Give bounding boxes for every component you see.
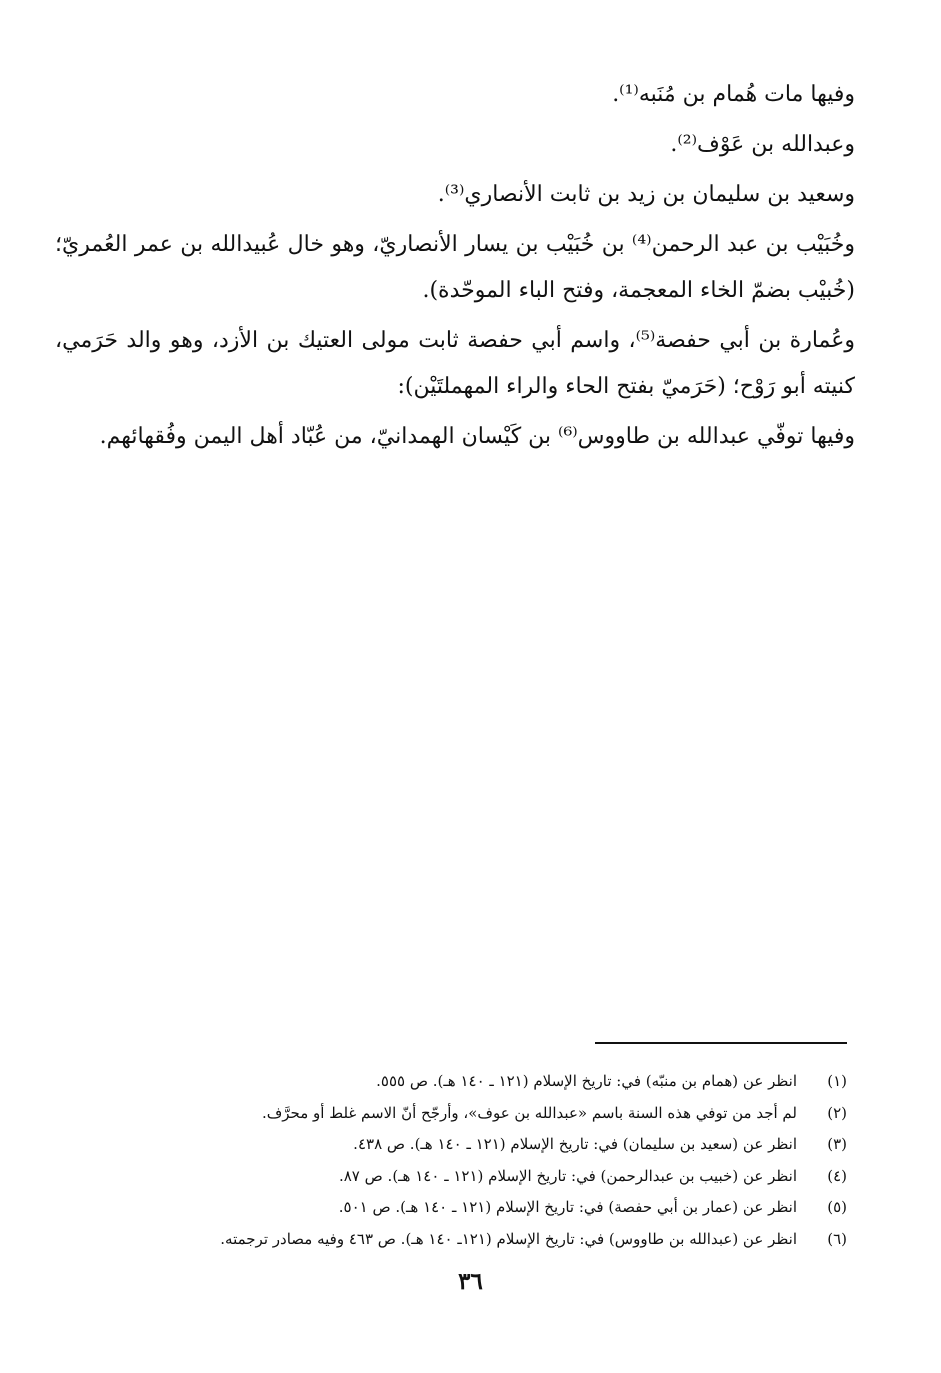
- footnote-number: (٣): [827, 1135, 847, 1153]
- footnote-item: [47, 1161, 847, 1193]
- footnotes: [47, 1066, 847, 1255]
- footnote-item: [47, 1192, 847, 1224]
- footnote-number: (٤): [827, 1166, 847, 1185]
- paragraph-said-ibn-sulayman: وسعيد بن سليمان بن زيد بن ثابت الأنصاري⁽³⁾.: [437, 182, 855, 207]
- main-text: [55, 72, 855, 460]
- footnote-item: [47, 1066, 847, 1098]
- footnote-number: (٢): [827, 1103, 847, 1122]
- footnote-number: (٦): [827, 1229, 847, 1248]
- footnote-text: انظر عن (سعيد بن سليمان) في: تاريخ الإسلام (١٢١ ـ ١٤٠ هـ). ص ٤٣٨.: [353, 1135, 797, 1153]
- footnote-number: (١): [827, 1072, 847, 1090]
- paragraph-ibn-tawus: وفيها توفّي عبدالله بن طاووس⁽⁶⁾ بن كَيْسان الهمدانيّ، من عُبّاد أهل اليمن وفُقهائهم.: [99, 424, 855, 449]
- footnote-text: انظر عن (خبيب بن عبدالرحمن) في: تاريخ الإسلام (١٢١ ـ ١٤٠ هـ). ص ٨٧.: [338, 1166, 797, 1185]
- footnote-text: انظر عن (عبدالله بن طاووس) في: تاريخ الإسلام (١٢١ـ ١٤٠ هـ). ص ٤٦٣ وفيه مصادر ترجمته.: [220, 1229, 797, 1248]
- footnote-item: [47, 1129, 847, 1161]
- paragraph-umara: وعُمارة بن أبي حفصة⁽⁵⁾، واسم أبي حفصة ثابت مولى العتيك بن الأزد، وهو والد حَرَمي، كنيته أبو رَوْح؛ (حَرَميّ بفتح الحاء والراء المهملتَيْن):: [55, 328, 856, 399]
- footnote-item: [47, 1224, 847, 1256]
- page-number: ٣٦: [458, 1268, 483, 1295]
- footnote-item: [47, 1098, 847, 1130]
- paragraph-abdullah-ibn-awf: وعبدالله بن عَوْف⁽²⁾.: [670, 132, 855, 157]
- footnote-separator: [595, 1042, 847, 1044]
- footnote-text: انظر عن (همام بن منبّه) في: تاريخ الإسلام (١٢١ ـ ١٤٠ هـ). ص ٥٥٥.: [376, 1072, 797, 1090]
- footnote-text: لم أجد من توفي هذه السنة باسم «عبدالله بن عوف»، وأرجّح أنّ الاسم غلط أو محرَّف.: [261, 1103, 797, 1122]
- paragraph-khubayb: وخُبَيْب بن عبد الرحمن⁽⁴⁾ بن خُبَيْب بن يسار الأنصاريّ، وهو خال عُبيدالله بن عمر العُمريّ؛ (خُبيْب بضمّ الخاء المعجمة، وفتح الباء الموحّدة).: [55, 232, 855, 303]
- footnote-text: انظر عن (عمار بن أبي حفصة) في: تاريخ الإسلام (١٢١ ـ ١٤٠ هـ). ص ٥٠١.: [338, 1198, 797, 1216]
- paragraph-hammam: وفيها مات هُمام بن مُنَبه⁽¹⁾.: [612, 82, 855, 107]
- footnote-number: (٥): [827, 1198, 847, 1216]
